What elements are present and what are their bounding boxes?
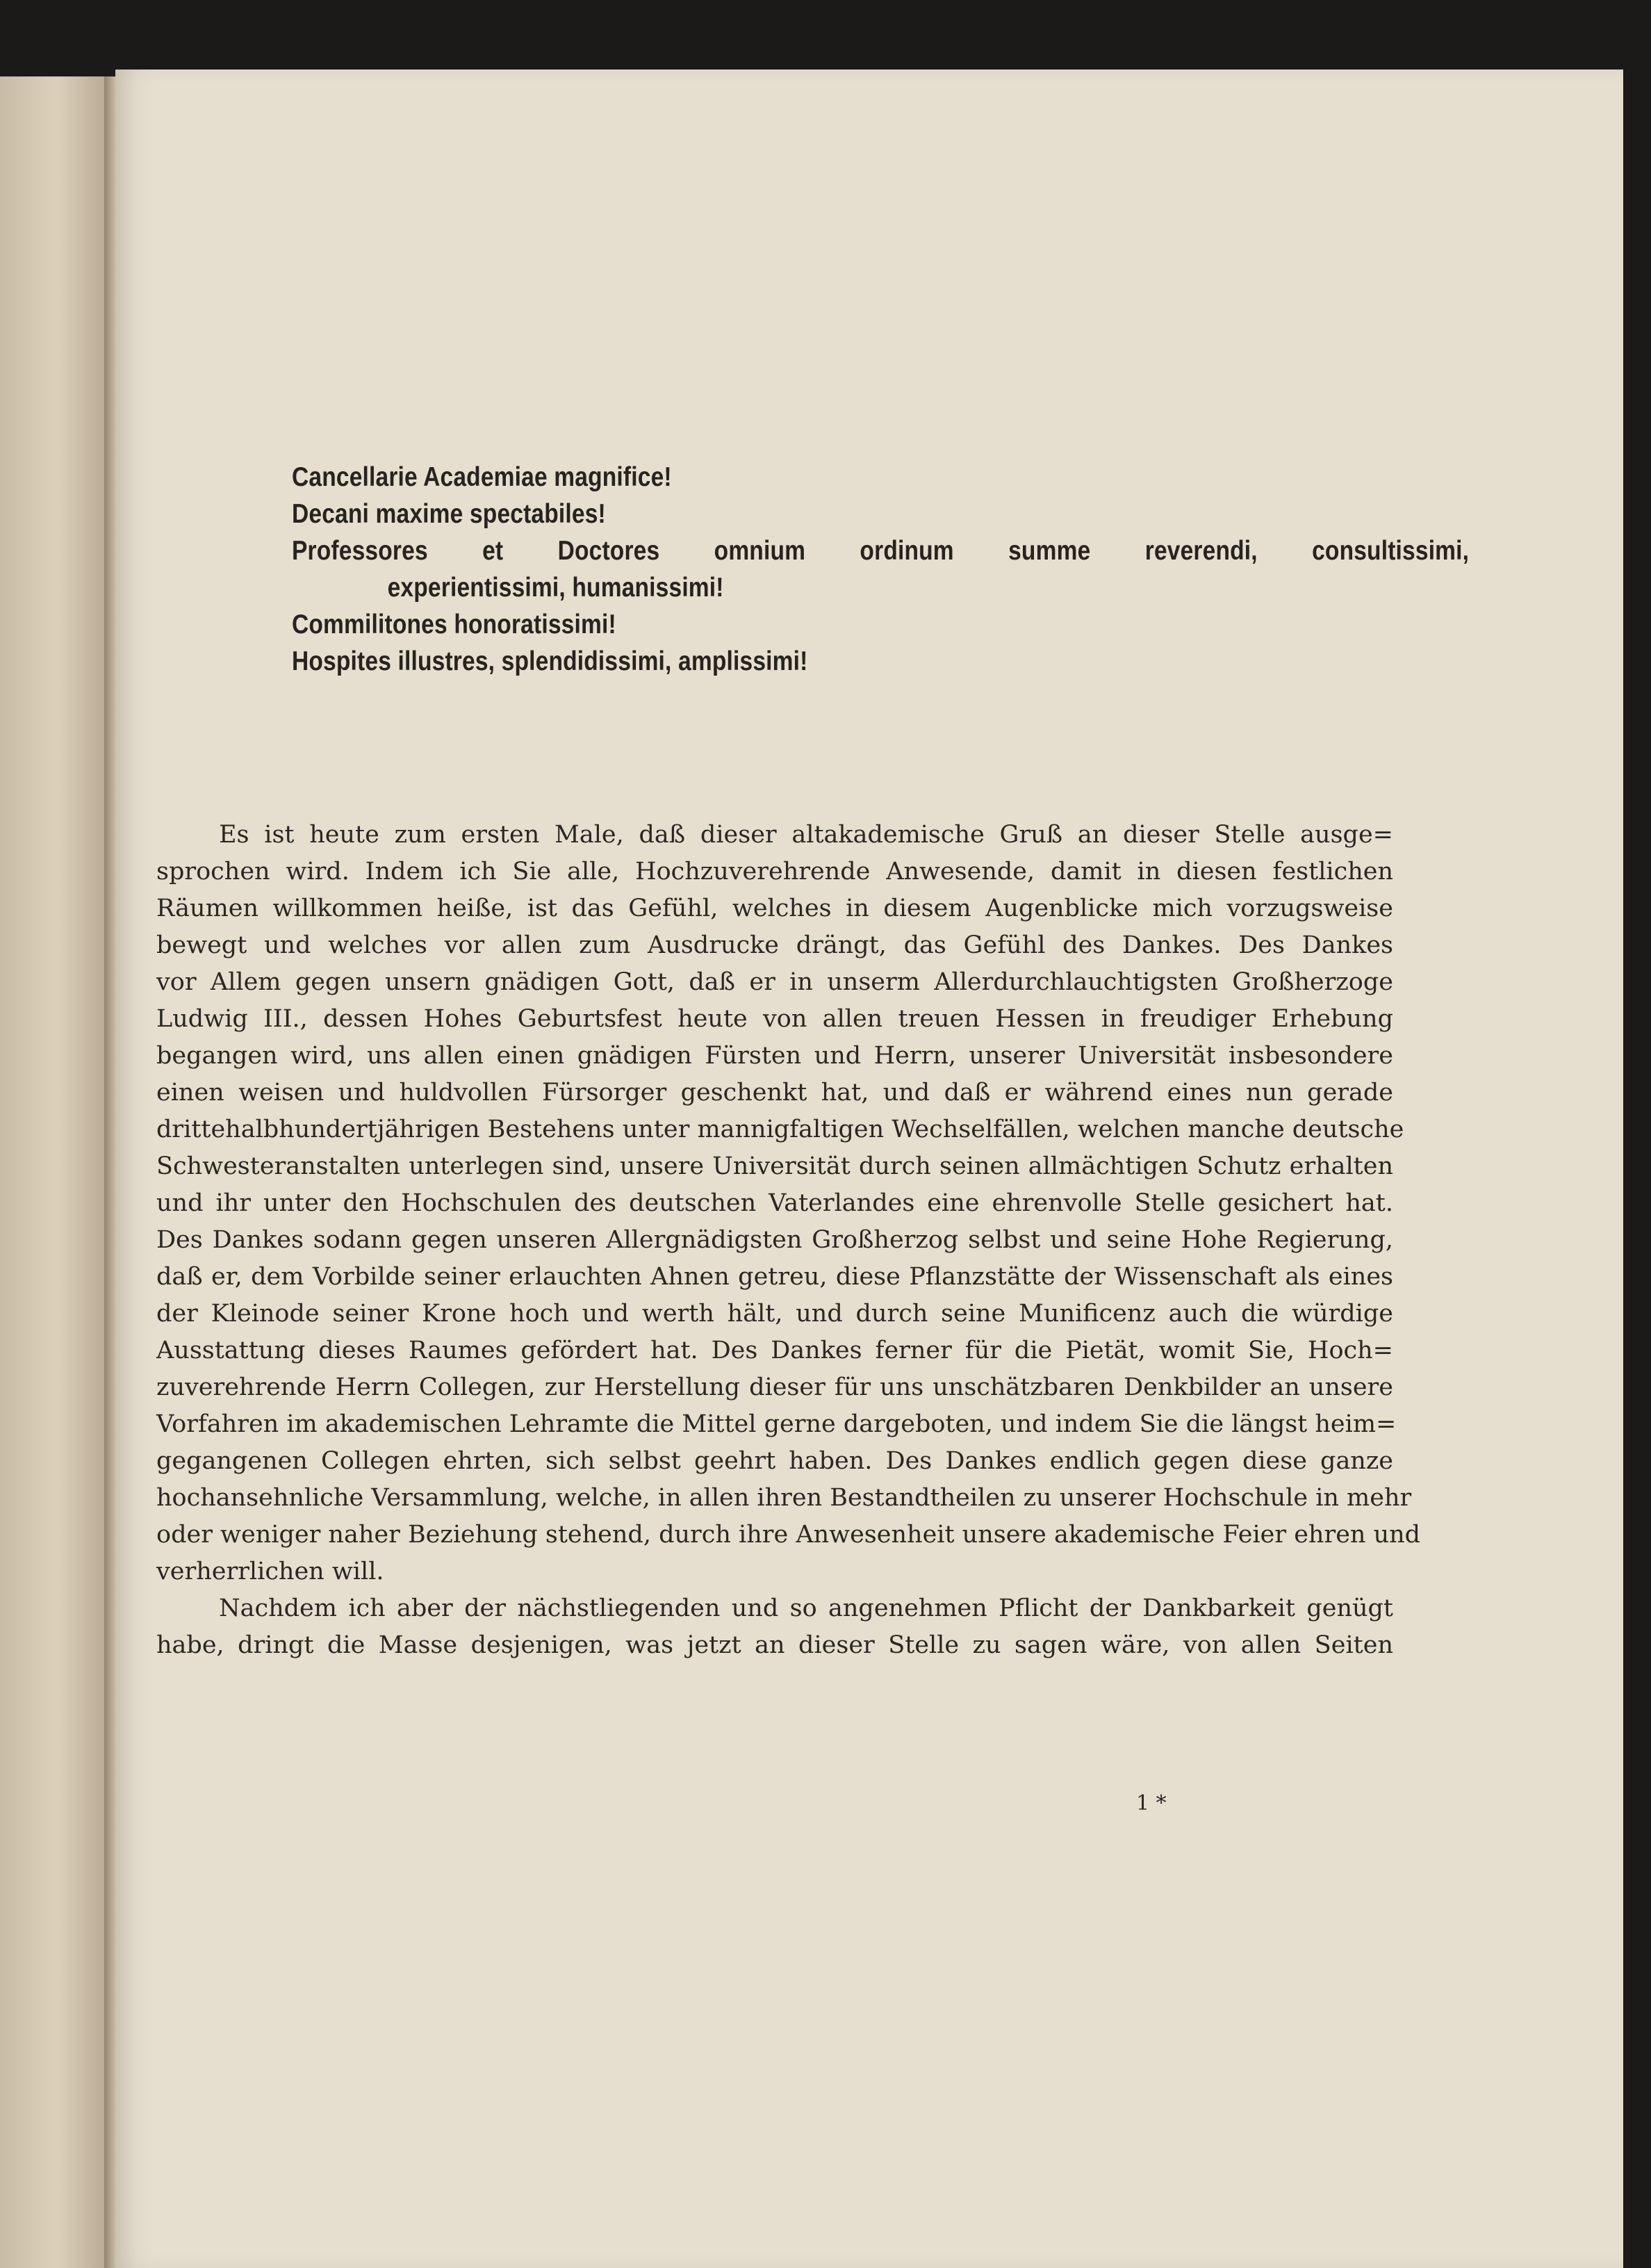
text-line: und ihr unter den Hochschulen des deutschen Vaterlandes eine ehrenvolle Stelle gesichert hat. — [156, 1189, 1393, 1217]
salutation-word: summe — [1008, 536, 1091, 566]
salutation-line: Decani maxime spectabiles! — [292, 499, 606, 529]
salutation-line — [292, 532, 1469, 569]
text-line: Schwesteranstalten unterlegen sind, unsere Universität durch seinen allmächtigen Schutz erhalten — [156, 1152, 1393, 1180]
text-line: verherrlichen will. — [156, 1558, 384, 1585]
salutation-word: et — [482, 536, 504, 566]
text-line: gegangenen Collegen ehrten, sich selbst geehrt haben. Des Dankes endlich gegen diese ganze — [156, 1447, 1393, 1475]
text-line: sprochen wird. Indem ich Sie alle, Hochzuverehrende Anwesende, damit in diesen festlichen — [156, 858, 1393, 886]
text-line: Ausstattung dieses Raumes gefördert hat. Des Dankes ferner für die Pietät, womit Sie, Hoch= — [156, 1337, 1393, 1364]
text-line: drittehalbhundertjährigen Bestehens unter mannigfaltigen Wechselfällen, welchen manche deutsche — [156, 1116, 1404, 1143]
salutation-word: Professores — [292, 536, 428, 566]
text-line: der Kleinode seiner Krone hoch und werth hält, und durch seine Munificenz auch die würdige — [156, 1300, 1393, 1328]
salutation-word: Doctores — [557, 536, 660, 566]
text-line: hochansehnliche Versammlung, welche, in allen ihren Bestandtheilen zu unserer Hochschule in mehr — [156, 1484, 1412, 1512]
text-line: habe, dringt die Masse desjenigen, was jetzt an dieser Stelle zu sagen wäre, von allen Seiten — [156, 1631, 1393, 1659]
salutation-line: Cancellarie Academiae magnifice! — [292, 462, 672, 492]
text-line: einen weisen und huldvollen Fürsorger geschenkt hat, und daß er während eines nun gerade — [156, 1079, 1393, 1107]
salutation-word: ordinum — [860, 536, 954, 566]
salutation-line: Commilitones honoratissimi! — [292, 610, 616, 639]
salutation-line: Hospites illustres, splendidissimi, amplissimi! — [292, 646, 808, 676]
text-line: daß er, dem Vorbilde seiner erlauchten Ahnen getreu, diese Pflanzstätte der Wissenschaft als eines — [156, 1263, 1393, 1291]
page-signature: 1 * — [1136, 1791, 1167, 1816]
text-line: Des Dankes sodann gegen unseren Allergnädigsten Großherzog selbst und seine Hohe Regierung, — [156, 1226, 1393, 1254]
salutation-line: experientissimi, humanissimi! — [387, 573, 724, 603]
text-line: bewegt und welches vor allen zum Ausdrucke drängt, das Gefühl des Dankes. Des Dankes — [156, 931, 1393, 959]
text-line: Räumen willkommen heiße, ist das Gefühl, welches in diesem Augenblicke mich vorzugsweise — [156, 895, 1393, 922]
salutation-word: consultissimi, — [1312, 536, 1470, 566]
salutation-word: omnium — [714, 536, 806, 566]
book-gutter — [104, 76, 115, 2268]
salutations-block — [292, 459, 1470, 680]
text-line: Nachdem ich aber der nächstliegenden und so angenehmen Pflicht der Dankbarkeit genügt — [219, 1594, 1393, 1622]
text-line: oder weniger naher Beziehung stehend, durch ihre Anwesenheit unsere akademische Feier ehren und — [156, 1521, 1421, 1549]
text-line: Es ist heute zum ersten Male, daß dieser altakademische Gruß an dieser Stelle ausge= — [219, 821, 1393, 849]
text-line: begangen wird, uns allen einen gnädigen Fürsten und Herrn, unserer Universität insbesondere — [156, 1042, 1393, 1070]
salutation-word: reverendi, — [1144, 536, 1258, 566]
text-line: vor Allem gegen unsern gnädigen Gott, daß er in unserm Allerdurchlauchtigsten Großherzoge — [156, 968, 1393, 996]
text-line: Vorfahren im akademischen Lehramte die Mittel gerne dargeboten, und indem Sie die längst heim= — [156, 1410, 1397, 1438]
body-paragraphs — [156, 817, 1421, 1664]
text-line: zuverehrende Herrn Collegen, zur Herstellung dieser für uns unschätzbaren Denkbilder an unsere — [156, 1373, 1393, 1401]
previous-page-edge — [0, 76, 104, 2268]
text-line: Ludwig III., dessen Hohes Geburtsfest heute von allen treuen Hessen in freudiger Erhebung — [156, 1005, 1393, 1033]
